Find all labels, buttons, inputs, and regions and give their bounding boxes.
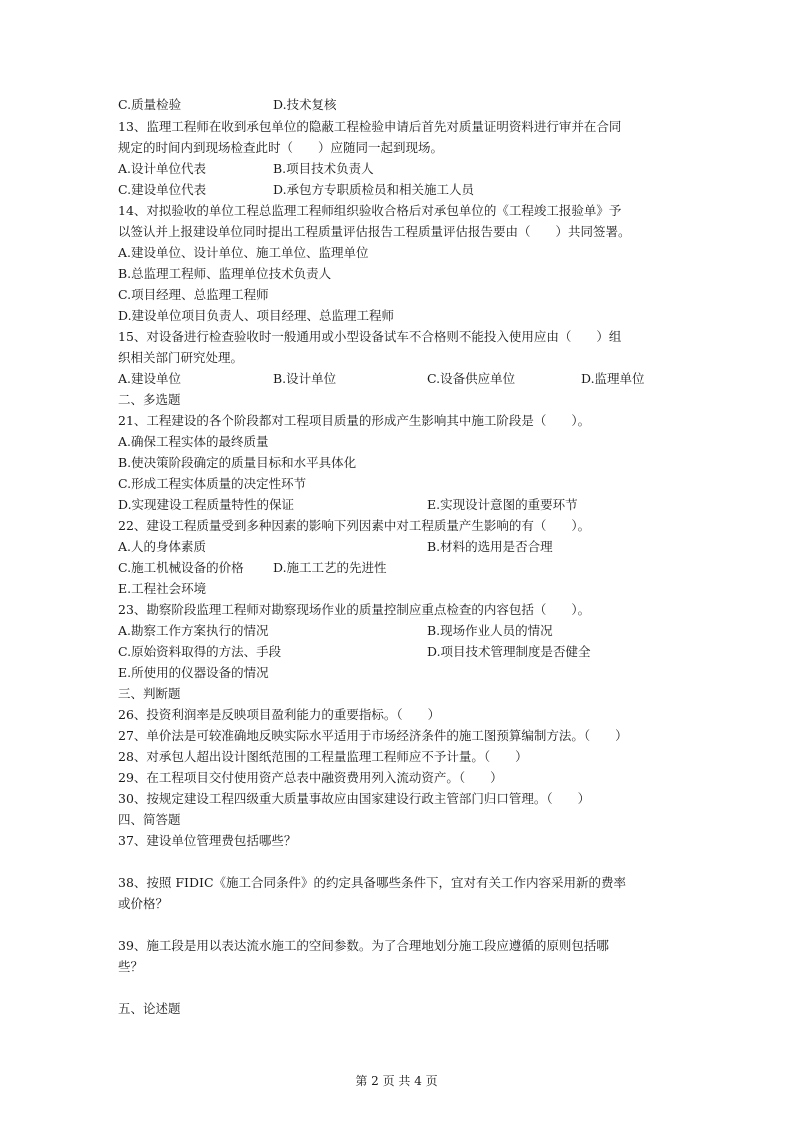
q23-options-row1 bbox=[118, 623, 553, 639]
q21-option-d: D.实现建设工程质量特性的保证 bbox=[118, 497, 295, 512]
q14-option-d: D.建设单位项目负责人、项目经理、总监理工程师 bbox=[118, 308, 395, 323]
q21-stem: 21、工程建设的各个阶段都对工程项目质量的形成产生影响其中施工阶段是（ ）。 bbox=[118, 413, 591, 428]
judgment-q30: 30、按规定建设工程四级重大质量事故应由国家建设行政主管部门归口管理。（ ） bbox=[118, 791, 591, 806]
q22-option-a: A.人的身体素质 bbox=[118, 539, 207, 554]
q13-option-b: B.项目技术负责人 bbox=[273, 161, 374, 176]
q23-option-e: E.所使用的仪器设备的情况 bbox=[118, 665, 269, 680]
q13-option-d: D.承包方专职质检员和相关施工人员 bbox=[273, 182, 475, 197]
q12-option-d: D.技术复核 bbox=[273, 97, 337, 112]
judgment-q27: 27、单价法是可较准确地反映实际水平适用于市场经济条件的施工图预算编制方法。（ ） bbox=[118, 728, 628, 743]
q22-option-e: E.工程社会环境 bbox=[118, 581, 207, 596]
q12-option-c: C.质量检验 bbox=[118, 97, 182, 112]
q22-option-d: D.施工工艺的先进性 bbox=[273, 560, 387, 575]
q21-option-e: E.实现设计意图的重要环节 bbox=[427, 497, 578, 512]
q13-options-row2 bbox=[118, 182, 475, 198]
q22-options-row2 bbox=[118, 560, 387, 576]
q15-option-d: D.监理单位 bbox=[581, 371, 645, 386]
q23-stem: 23、勘察阶段监理工程师对勘察现场作业的质量控制应重点检查的内容包括（ ）。 bbox=[118, 602, 591, 617]
q21-options-row-de bbox=[118, 497, 578, 513]
page-number-footer: 第 2 页 共 4 页 bbox=[355, 1074, 438, 1088]
q23-option-c: C.原始资料取得的方法、手段 bbox=[118, 644, 282, 659]
q14-stem-line1: 14、对拟验收的单位工程总监理工程师组织验收合格后对承包单位的《工程竣工报验单》予 bbox=[118, 203, 622, 218]
q13-option-a: A.设计单位代表 bbox=[118, 161, 207, 176]
q39-line1: 39、施工段是用以表达流水施工的空间参数。为了合理地划分施工段应遵循的原则包括哪 bbox=[118, 938, 609, 953]
q22-option-c: C.施工机械设备的价格 bbox=[118, 560, 244, 575]
q23-option-b: B.现场作业人员的情况 bbox=[427, 623, 553, 638]
q15-stem-line1: 15、对设备进行检查验收时一般通用或小型设备试车不合格则不能投入使用应由（ ）组 bbox=[118, 329, 622, 344]
judgment-q26: 26、投资利润率是反映项目盈利能力的重要指标。（ ） bbox=[118, 707, 441, 722]
q15-option-c: C.设备供应单位 bbox=[427, 371, 516, 386]
q14-stem-line2: 以签认并上报建设单位同时提出工程质量评估报告工程质量评估报告要由（ ）共同签署。 bbox=[118, 224, 631, 239]
q15-option-a: A.建设单位 bbox=[118, 371, 182, 386]
q22-options-row1 bbox=[118, 539, 553, 555]
q39-line2: 些？ bbox=[118, 959, 144, 974]
q23-option-a: A.勘察工作方案执行的情况 bbox=[118, 623, 269, 638]
q13-options-row1 bbox=[118, 161, 374, 177]
q15-option-b: B.设计单位 bbox=[273, 371, 337, 386]
section-heading-short-answer: 四、简答题 bbox=[118, 812, 181, 827]
q12-options-row bbox=[118, 97, 337, 113]
q38-line2: 或价格？ bbox=[118, 896, 169, 911]
q21-option-c: C.形成工程实体质量的决定性环节 bbox=[118, 476, 307, 491]
q14-option-b: B.总监理工程师、监理单位技术负责人 bbox=[118, 266, 332, 281]
section-heading-essay: 五、论述题 bbox=[118, 1001, 181, 1016]
q23-option-d: D.项目技术管理制度是否健全 bbox=[427, 644, 591, 659]
q37: 37、建设单位管理费包括哪些？ bbox=[118, 833, 297, 848]
judgment-q28: 28、对承包人超出设计图纸范围的工程量监理工程师应不予计量。（ ） bbox=[118, 749, 528, 764]
q13-stem-line1: 13、监理工程师在收到承包单位的隐蔽工程检验申请后首先对质量证明资料进行审并在合同 bbox=[118, 119, 622, 134]
q14-option-c: C.项目经理、总监理工程师 bbox=[118, 287, 269, 302]
q15-options-row bbox=[118, 371, 645, 387]
section-heading-multiple-choice: 二、多选题 bbox=[118, 392, 181, 407]
q23-options-row2 bbox=[118, 644, 591, 660]
q22-option-b: B.材料的选用是否合理 bbox=[427, 539, 553, 554]
section-heading-true-false: 三、判断题 bbox=[118, 686, 181, 701]
judgment-q29: 29、在工程项目交付使用资产总表中融资费用列入流动资产。（ ） bbox=[118, 770, 503, 785]
q14-option-a: A.建设单位、设计单位、施工单位、监理单位 bbox=[118, 245, 369, 260]
q13-stem-line2: 规定的时间内到现场检查此时（ ）应随同一起到现场。 bbox=[118, 140, 444, 155]
q21-option-a: A.确保工程实体的最终质量 bbox=[118, 434, 269, 449]
q22-stem: 22、建设工程质量受到多种因素的影响下列因素中对工程质量产生影响的有（ ）。 bbox=[118, 518, 591, 533]
q21-option-b: B.使决策阶段确定的质量目标和水平具体化 bbox=[118, 455, 357, 470]
q15-stem-line2: 织相关部门研究处理。 bbox=[118, 350, 244, 365]
q13-option-c: C.建设单位代表 bbox=[118, 182, 207, 197]
q38-line1: 38、按照 FIDIC《施工合同条件》的约定具备哪些条件下，宜对有关工作内容采用新的费率 bbox=[118, 875, 627, 890]
